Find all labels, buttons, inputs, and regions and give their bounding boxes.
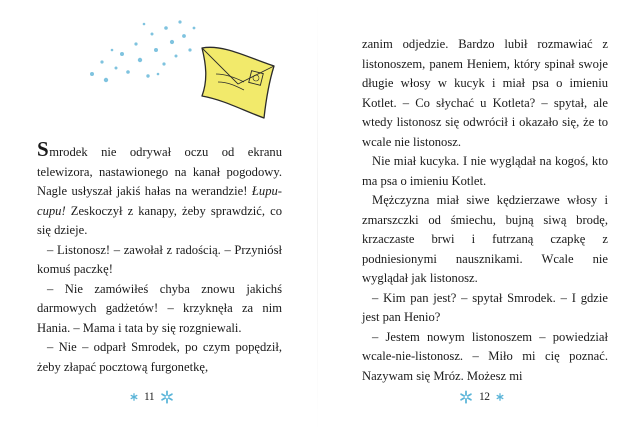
right-page [318,0,635,434]
snowflake-icon [459,390,473,404]
paragraph [362,328,608,387]
paragraph [362,152,608,191]
text-run: Mężczyzna miał siwe kędzierzawe włosy i zmarszczki od śmiechu, bujną siwą brodę, krzaczaste brwi i futrzaną czapkę z podniesionymi nausznikami. Wcale nie wyglądał jak listonosz. [362,193,608,285]
text-run: – Listonosz! – zawołał z radością. – Przyniósł komuś paczkę! [37,242,282,276]
snowflake-icon [130,393,138,401]
text-run: – Nie zamówiłeś chyba znowu jakichś darmowych gadżetów! – krzyknęła za nim Hania. – Mama i tata by się rozgniewali. [37,281,282,335]
right-folio [459,382,504,412]
page-number: 11 [144,391,155,403]
snowflake-icon [496,393,504,401]
left-page [0,0,317,434]
page-number: 12 [479,391,490,403]
paragraph [37,137,282,241]
snowflake-icon [160,390,174,404]
drop-cap: S [37,137,49,161]
paragraph [362,191,608,289]
right-page-body [362,35,608,386]
left-folio [130,382,174,412]
text-run: – Kim pan jest? – spytał Smrodek. – I gdzie jest pan Henio? [362,290,608,324]
paragraph [37,241,282,280]
paragraph [37,338,282,377]
text-run: mrodek nie odrywał oczu od ekranu telewizora, nastawionego na kanał pogodowy. Nagle usłyszał jakiś hałas na werandzie! [37,145,282,198]
text-run: Nie miał kucyka. I nie wyglądał na kogoś, kto ma psa o imieniu Kotlet. [362,154,608,188]
left-page-body [37,137,282,377]
text-run: Zeskoczył z kanapy, żeby sprawdzić, co się dzieje. [37,203,282,237]
text-run: zanim odjedzie. Bardzo lubił rozmawiać z listonoszem, panem Heniem, który spinał swoje długie włosy w kucyk i miał psa o imieniu Kotlet. – Co słychać u Kotleta? – spytał, ale wtedy listonosz się odwrócił i okazało się, że to wcale nie listonosz. [362,37,608,149]
flying-envelope-icon [84,14,284,124]
paragraph [37,280,282,339]
text-run: – Jestem nowym listonoszem – powiedział wcale-nie-listonosz. – Miło mi cię poznać. Nazywam się Mróz. Możesz mi [362,329,608,383]
paragraph [362,35,608,152]
italic-text-run: Łupu-cupu! [37,184,282,218]
paragraph [362,289,608,328]
text-run: – Nie – odparł Smrodek, po czym popędził, żeby złapać pocztową furgonetkę, [37,340,282,374]
